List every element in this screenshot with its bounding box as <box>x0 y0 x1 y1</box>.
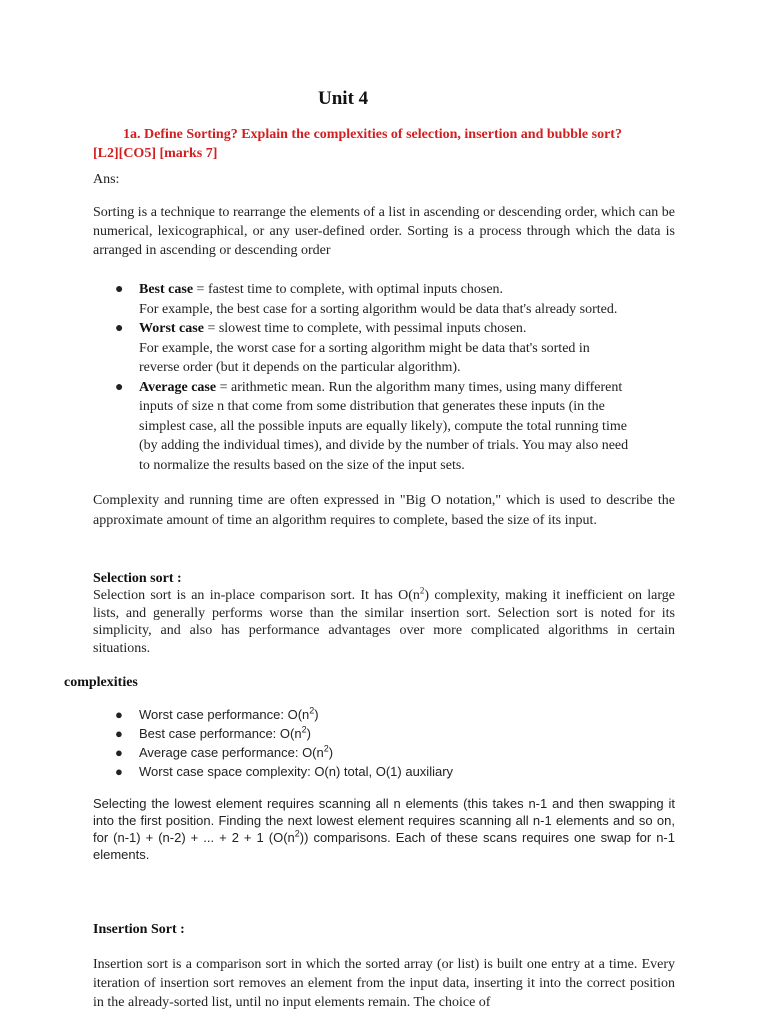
list-item <box>93 378 693 398</box>
selection-text: Selection sort is an in-place comparison sort. It has O(n <box>93 588 420 603</box>
bullet-icon: ● <box>115 745 123 760</box>
superscript: 2 <box>301 724 307 735</box>
selecting-paragraph <box>93 795 675 863</box>
complexities-heading <box>64 673 138 692</box>
complexities-heading-text: complexities <box>64 675 138 690</box>
superscript: 2 <box>294 828 300 839</box>
big-o-paragraph: Complexity and running time are often expressed in "Big O notation," which is used to describe the approximate amount of time an algorithm requires to complete, based the size of its input. <box>93 493 675 528</box>
list-item <box>93 743 693 762</box>
complexities-list <box>93 705 693 781</box>
selection-heading-text: Selection sort : <box>93 571 182 586</box>
selection-text: ) complexity, making it inefficient on large lists, and generally performs worse than the similar insertion sort. Selection sort is noted for its simplicity, and also has performance advantages over more complicated algorithms in certain situations. <box>93 588 675 656</box>
case-line: simplest case, all the possible inputs are equally likely), compute the total running time <box>139 418 627 434</box>
complexity-text: Worst case space complexity: O(n) total, O(1) auxiliary <box>139 764 454 779</box>
insertion-heading-text: Insertion Sort : <box>93 922 185 937</box>
insertion-paragraph: Insertion sort is a comparison sort in which the sorted array (or list) is built one entry at a time. Every iteration of insertion sort removes an element from the input data, inserting it into the correct position in the already-sorted list, until no input elements remain. The choice of <box>93 957 675 1010</box>
bullet-icon: ● <box>115 282 124 297</box>
list-item <box>93 762 693 781</box>
case-list <box>93 280 693 475</box>
page-title: Unit 4 <box>318 88 369 109</box>
case-label: Average case <box>139 379 217 395</box>
bullet-icon: ● <box>115 707 123 722</box>
selection-paragraph <box>93 587 675 657</box>
bullet-icon: ● <box>115 321 124 336</box>
bullet-icon: ● <box>115 726 123 741</box>
superscript: 2 <box>419 585 425 596</box>
case-line: (by adding the individual times), and divide by the number of trials. You may also need <box>139 438 629 453</box>
question-line-2: [L2][CO5] [marks 7] <box>93 146 218 161</box>
case-line: reverse order (but it depends on the particular algorithm). <box>139 360 461 375</box>
bullet-icon: ● <box>115 764 123 779</box>
superscript: 2 <box>309 705 315 716</box>
insertion-heading <box>93 920 185 939</box>
superscript: 2 <box>323 743 329 754</box>
case-line: For example, the best case for a sorting algorithm would be data that's already sorted. <box>139 301 618 317</box>
selecting-text: )) comparisons. Each of these scans requires one swap for n-1 elements. <box>93 830 675 862</box>
complexity-tail: ) <box>314 707 319 722</box>
complexity-text: Average case performance: O(n <box>139 745 324 760</box>
case-line: inputs of size n that come from some distribution that generates these inputs (in the <box>139 399 605 414</box>
question-heading <box>93 125 693 163</box>
bullet-icon: ● <box>115 379 124 395</box>
list-item <box>93 724 693 743</box>
complexity-tail: ) <box>306 726 311 741</box>
selection-heading <box>93 569 182 588</box>
ans-label: Ans: <box>93 172 120 187</box>
list-item <box>93 705 693 724</box>
question-line-1: 1a. Define Sorting? Explain the complexities of selection, insertion and bubble sort? <box>123 127 622 142</box>
selecting-text: Selecting the lowest element requires scanning all n elements (this takes n-1 and then swapping it into the first position. Finding the next lowest element requires scanning all n-1 elements and so on, for (n-1) + (n-2) + ... + 2 + 1 (O(n <box>93 796 675 845</box>
complexity-text: Worst case performance: O(n <box>139 707 310 722</box>
case-line: to normalize the results based on the size of the input sets. <box>139 457 465 473</box>
case-line: = arithmetic mean. Run the algorithm many times, using many different <box>219 379 623 395</box>
intro-paragraph: Sorting is a technique to rearrange the elements of a list in ascending or descending order, which can be numerical, lexicographical, or any user-defined order. Sorting is a process through which the data is arranged in ascending or descending order <box>93 205 675 258</box>
list-item <box>93 280 693 300</box>
list-item <box>93 319 693 339</box>
complexity-text: Best case performance: O(n <box>139 726 302 741</box>
complexity-tail: ) <box>328 745 334 760</box>
case-line: For example, the worst case for a sorting algorithm might be data that's sorted in <box>139 340 590 356</box>
case-line: = fastest time to complete, with optimal inputs chosen. <box>196 282 504 297</box>
case-line: = slowest time to complete, with pessimal inputs chosen. <box>207 321 527 336</box>
case-label: Worst case <box>139 321 204 336</box>
case-label: Best case <box>139 282 194 297</box>
